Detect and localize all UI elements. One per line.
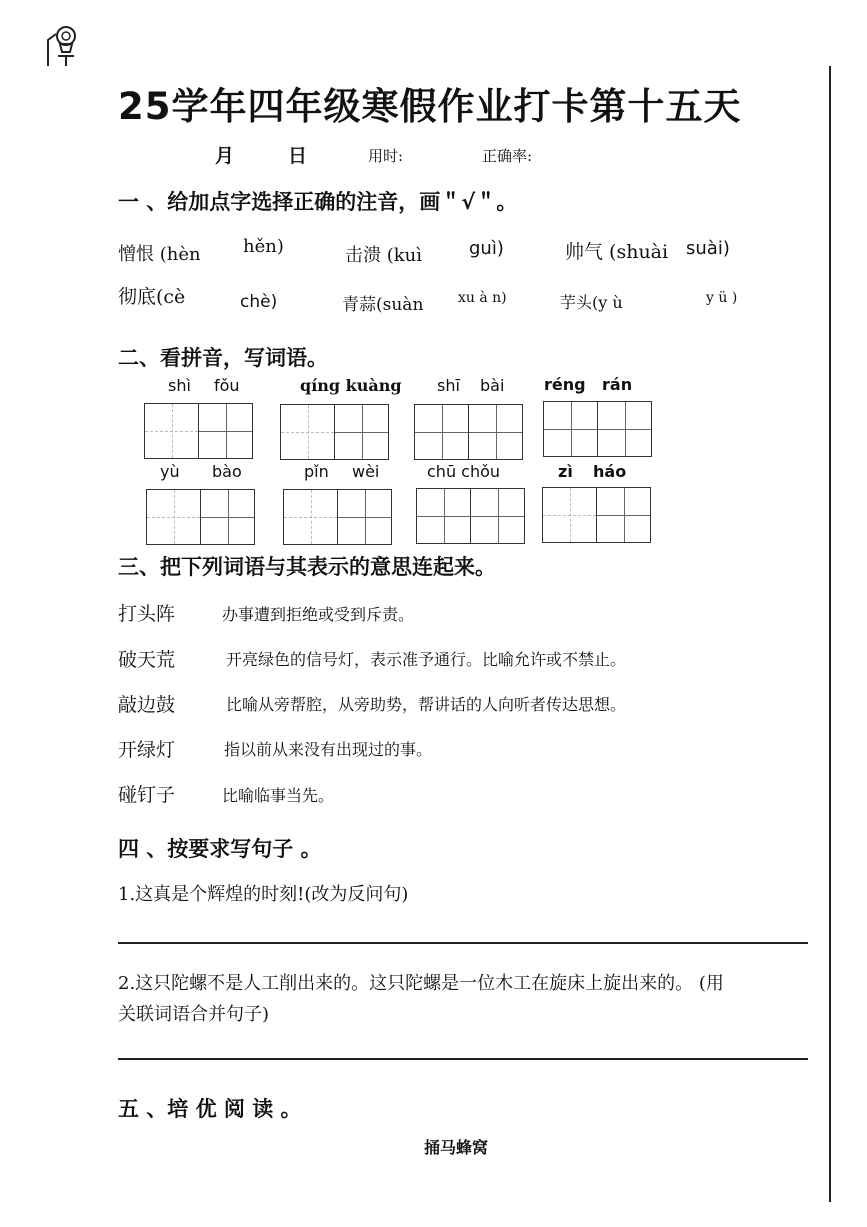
idiom-word: 敲边鼓 bbox=[118, 694, 176, 716]
pinyin-label: shì bbox=[168, 376, 191, 395]
s1-item-option: y ü ) bbox=[706, 290, 738, 306]
s1-item-option: hěn) bbox=[243, 236, 284, 257]
pinyin-label: yù bbox=[160, 462, 180, 481]
idiom-word: 打头阵 bbox=[118, 603, 176, 625]
section-5-heading: 五 、培 优 阅 读 。 bbox=[118, 1097, 302, 1121]
s1-item-word: 击溃 (kuì bbox=[345, 245, 423, 266]
answer-line[interactable] bbox=[118, 1058, 808, 1060]
s1-item-word: 青蒜(suàn bbox=[342, 295, 424, 315]
s1-item-option: suài) bbox=[686, 238, 730, 259]
writing-grid[interactable] bbox=[146, 489, 256, 545]
s1-item-word: 憎恨 (hèn bbox=[118, 244, 201, 265]
idiom-meaning: 比喻从旁帮腔，从旁助势，帮讲话的人向听者传达思想。 bbox=[226, 695, 627, 714]
pinyin-label: pǐn bbox=[304, 462, 329, 481]
section-1-heading: 一 、给加点字选择正确的注音，画＂√＂。 bbox=[118, 190, 518, 214]
s1-item-word: 彻底(cè bbox=[118, 286, 186, 308]
pinyin-label: fǒu bbox=[214, 376, 240, 395]
writing-grid[interactable] bbox=[542, 487, 652, 543]
idiom-word: 开绿灯 bbox=[118, 739, 176, 761]
date-month: 月 bbox=[215, 145, 235, 167]
pinyin-label: chū chǒu bbox=[427, 462, 501, 481]
pinyin-label: qíng kuàng bbox=[300, 376, 402, 395]
idiom-word: 破天荒 bbox=[118, 649, 176, 671]
article-title: 捅马蜂窝 bbox=[424, 1138, 489, 1157]
idiom-meaning: 比喻临事当先。 bbox=[222, 786, 335, 805]
idiom-meaning: 办事遭到拒绝或受到斥责。 bbox=[222, 605, 415, 624]
pinyin-label: shī bbox=[437, 376, 460, 395]
writing-grid[interactable] bbox=[280, 404, 390, 460]
pinyin-label: rán bbox=[602, 375, 633, 394]
section-2-heading: 二、看拼音，写词语。 bbox=[118, 346, 328, 370]
question-2-line1: 2.这只陀螺不是人工削出来的。这只陀螺是一位木工在旋床上旋出来的。 (用 bbox=[118, 973, 724, 994]
question-2-line2: 关联词语合并句子) bbox=[118, 1004, 270, 1025]
idiom-meaning: 指以前从来没有出现过的事。 bbox=[224, 740, 433, 759]
s1-item-option: chè) bbox=[240, 292, 278, 312]
writing-grid[interactable] bbox=[543, 401, 653, 457]
pinyin-label: háo bbox=[593, 462, 627, 481]
pinyin-label: bào bbox=[212, 462, 242, 481]
date-day: 日 bbox=[288, 145, 308, 167]
s1-item-option: guì) bbox=[469, 238, 504, 259]
writing-grid[interactable] bbox=[283, 489, 393, 545]
s1-item-word: 帅气 (shuài bbox=[565, 241, 669, 263]
pinyin-label: wèi bbox=[352, 462, 380, 481]
pushpin-icon bbox=[44, 22, 80, 68]
writing-grid[interactable] bbox=[144, 403, 254, 459]
s1-item-option: xu à n) bbox=[458, 290, 507, 306]
section-4-heading: 四 、按要求写句子 。 bbox=[118, 837, 322, 861]
idiom-meaning: 开亮绿色的信号灯，表示准予通行。比喻允许或不禁止。 bbox=[226, 650, 627, 669]
writing-grid[interactable] bbox=[414, 404, 524, 460]
time-label: 用时: bbox=[368, 147, 404, 165]
pinyin-label: zì bbox=[558, 462, 573, 481]
pinyin-label: réng bbox=[544, 375, 586, 394]
idiom-word: 碰钉子 bbox=[118, 784, 176, 806]
pinyin-label: bài bbox=[480, 376, 505, 395]
s1-item-word: 芋头(y ù bbox=[560, 293, 623, 312]
page-border-line bbox=[829, 66, 831, 1202]
writing-grid[interactable] bbox=[416, 488, 526, 544]
question-1: 1.这真是个辉煌的时刻!(改为反问句) bbox=[118, 884, 409, 905]
section-3-heading: 三、把下列词语与其表示的意思连起来。 bbox=[118, 555, 496, 579]
accuracy-label: 正确率: bbox=[482, 147, 533, 165]
page-title: 25学年四年级寒假作业打卡第十五天 bbox=[118, 85, 742, 128]
answer-line[interactable] bbox=[118, 942, 808, 944]
